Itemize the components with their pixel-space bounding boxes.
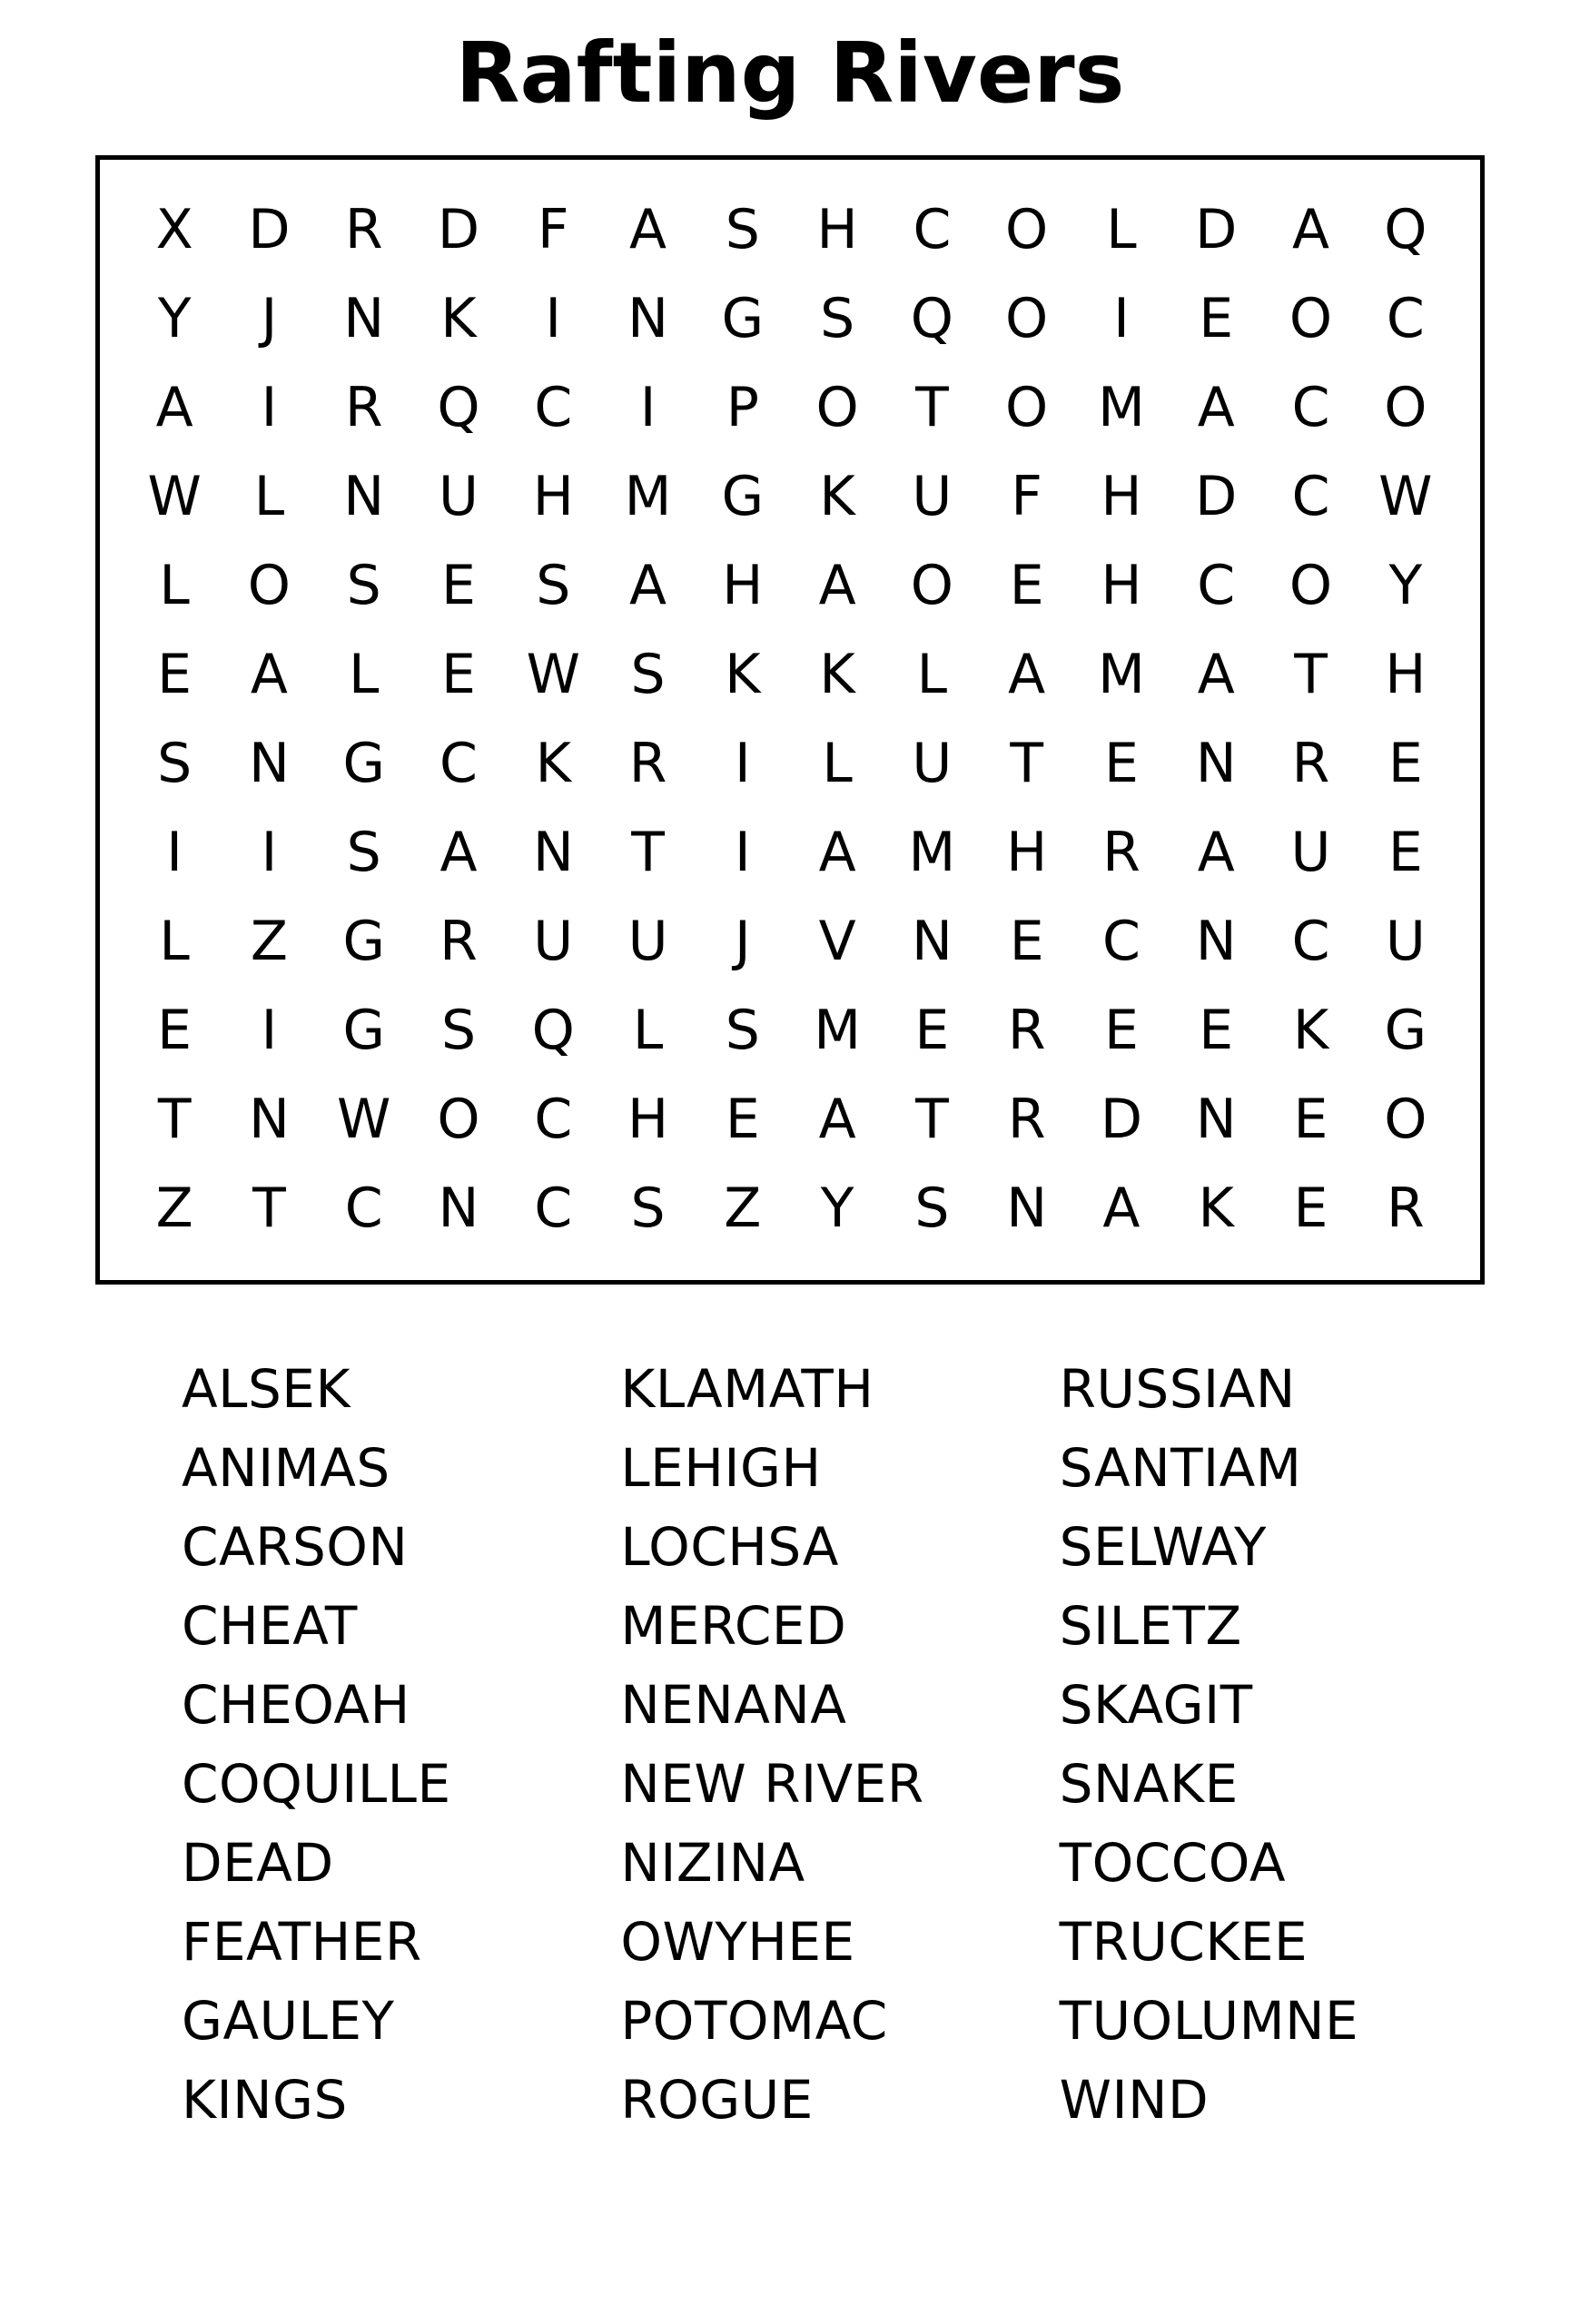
letter-cell[interactable]: O xyxy=(1289,287,1333,351)
letter-cell[interactable]: C xyxy=(1386,287,1425,351)
letter-cell[interactable]: K xyxy=(819,465,855,529)
letter-cell[interactable]: A xyxy=(1197,376,1235,440)
letter-cell[interactable]: U xyxy=(1385,910,1426,974)
letter-cell[interactable]: N xyxy=(1195,910,1237,974)
word-list xyxy=(82,1350,1498,2140)
word-list-item[interactable]: TOCCOA xyxy=(1059,1832,1287,1895)
word-list-item[interactable]: SNAKE xyxy=(1059,1753,1239,1816)
letter-cell[interactable]: A xyxy=(818,821,856,885)
letter-cell[interactable]: Q xyxy=(1384,198,1427,262)
letter-cell[interactable]: O xyxy=(1289,554,1333,618)
letter-cell[interactable]: T xyxy=(1294,643,1328,707)
letter-cell[interactable]: O xyxy=(437,1088,480,1152)
letter-cell[interactable]: S xyxy=(725,999,760,1063)
letter-cell[interactable]: E xyxy=(725,1088,760,1152)
letter-cell[interactable]: W xyxy=(337,1088,391,1152)
letter-cell[interactable]: G xyxy=(342,999,385,1063)
letter-grid-row xyxy=(127,1075,1453,1164)
letter-cell[interactable]: E xyxy=(914,999,950,1063)
word-list-item[interactable]: SANTIAM xyxy=(1059,1437,1302,1500)
word-list-item[interactable]: MERCED xyxy=(620,1595,847,1658)
letter-cell[interactable]: S xyxy=(630,1177,666,1241)
letter-cell[interactable]: I xyxy=(639,376,657,440)
word-list-column-2 xyxy=(620,1350,1059,2140)
letter-grid-row xyxy=(127,630,1453,719)
letter-cell[interactable]: W xyxy=(526,643,580,707)
letter-cell[interactable]: U xyxy=(439,465,479,529)
letter-cell[interactable]: R xyxy=(439,910,478,974)
letter-cell[interactable]: C xyxy=(534,1177,573,1241)
letter-cell[interactable]: A xyxy=(1008,643,1046,707)
letter-cell[interactable]: R xyxy=(1007,1088,1046,1152)
letter-cell[interactable]: N xyxy=(1195,1088,1237,1152)
letter-cell[interactable]: D xyxy=(437,198,480,262)
letter-cell[interactable]: M xyxy=(624,465,672,529)
letter-cell[interactable]: N xyxy=(248,1088,290,1152)
letter-cell[interactable]: U xyxy=(1290,821,1331,885)
letter-cell[interactable]: T xyxy=(915,376,949,440)
letter-cell[interactable]: H xyxy=(627,1088,669,1152)
letter-cell[interactable]: N xyxy=(343,465,385,529)
letter-cell[interactable]: T xyxy=(157,1088,192,1152)
letter-cell[interactable]: A xyxy=(1197,643,1235,707)
letter-cell[interactable]: J xyxy=(261,287,278,351)
letter-cell[interactable]: N xyxy=(911,910,953,974)
letter-cell[interactable]: L xyxy=(159,910,190,974)
letter-cell[interactable]: M xyxy=(1098,643,1145,707)
letter-cell[interactable]: I xyxy=(734,821,751,885)
letter-cell[interactable]: H xyxy=(1006,821,1048,885)
letter-cell[interactable]: R xyxy=(1102,821,1141,885)
letter-cell[interactable]: C xyxy=(1291,910,1330,974)
word-list-item[interactable]: ALSEK xyxy=(182,1358,351,1421)
letter-cell[interactable]: M xyxy=(1098,376,1145,440)
letter-cell[interactable]: A xyxy=(155,376,193,440)
letter-grid-row xyxy=(127,185,1453,274)
letter-grid-row xyxy=(127,808,1453,897)
letter-cell[interactable]: H xyxy=(532,465,574,529)
letter-cell[interactable]: K xyxy=(535,732,571,796)
letter-cell[interactable]: S xyxy=(725,198,760,262)
letter-cell[interactable]: E xyxy=(1103,732,1139,796)
letter-cell[interactable]: E xyxy=(1293,1088,1328,1152)
word-list-column-1 xyxy=(182,1350,620,2140)
letter-cell[interactable]: E xyxy=(1293,1177,1328,1241)
letter-cell[interactable]: C xyxy=(439,732,478,796)
word-list-item[interactable]: COQUILLE xyxy=(182,1753,451,1816)
letter-cell[interactable]: I xyxy=(261,376,278,440)
letter-cell[interactable]: E xyxy=(441,554,476,618)
letter-cell[interactable]: D xyxy=(1100,1088,1143,1152)
letter-cell[interactable]: E xyxy=(1009,554,1044,618)
letter-cell[interactable]: C xyxy=(1102,910,1141,974)
letter-cell[interactable]: S xyxy=(820,287,855,351)
letter-cell[interactable]: G xyxy=(721,465,765,529)
letter-cell[interactable]: D xyxy=(1195,198,1238,262)
letter-grid-row xyxy=(127,274,1453,363)
letter-cell[interactable]: F xyxy=(1011,465,1042,529)
word-list-item[interactable]: TRUCKEE xyxy=(1059,1911,1308,1974)
letter-cell[interactable]: P xyxy=(726,376,759,440)
letter-cell[interactable]: E xyxy=(1387,821,1423,885)
word-list-item[interactable]: CHEOAH xyxy=(182,1674,410,1737)
letter-cell[interactable]: G xyxy=(721,287,765,351)
letter-cell[interactable]: M xyxy=(814,999,861,1063)
word-list-item[interactable]: ROGUE xyxy=(620,2069,814,2132)
word-list-item[interactable]: SILETZ xyxy=(1059,1595,1242,1658)
letter-cell[interactable]: C xyxy=(1291,465,1330,529)
letter-cell[interactable]: Z xyxy=(155,1177,193,1241)
letter-cell[interactable]: L xyxy=(253,465,285,529)
letter-cell[interactable]: O xyxy=(1384,376,1427,440)
letter-cell[interactable]: O xyxy=(815,376,859,440)
letter-cell[interactable]: F xyxy=(538,198,569,262)
letter-cell[interactable]: I xyxy=(545,287,562,351)
letter-cell[interactable]: N xyxy=(532,821,574,885)
word-list-item[interactable]: TUOLUMNE xyxy=(1059,1990,1359,2053)
word-list-item[interactable]: WIND xyxy=(1059,2069,1210,2132)
letter-cell[interactable]: K xyxy=(819,643,855,707)
letter-cell[interactable]: Z xyxy=(250,910,288,974)
letter-cell[interactable]: I xyxy=(734,732,751,796)
letter-cell[interactable]: S xyxy=(440,999,477,1063)
letter-grid-table xyxy=(127,185,1453,1253)
letter-cell[interactable]: R xyxy=(628,732,667,796)
letter-cell[interactable]: S xyxy=(157,732,193,796)
letter-cell[interactable]: S xyxy=(630,643,666,707)
word-list-item[interactable]: NIZINA xyxy=(620,1832,805,1895)
letter-cell[interactable]: T xyxy=(631,821,665,885)
letter-cell[interactable]: A xyxy=(1197,821,1235,885)
letter-cell[interactable]: C xyxy=(344,1177,383,1241)
letter-cell[interactable]: E xyxy=(1387,732,1423,796)
letter-cell[interactable]: G xyxy=(342,732,385,796)
letter-cell[interactable]: T xyxy=(252,1177,286,1241)
letter-cell[interactable]: U xyxy=(912,732,953,796)
word-list-item[interactable]: DEAD xyxy=(182,1832,334,1895)
word-list-item[interactable]: ANIMAS xyxy=(182,1437,390,1500)
word-list-item[interactable]: CARSON xyxy=(182,1516,409,1579)
letter-cell[interactable]: R xyxy=(344,376,383,440)
letter-cell[interactable]: K xyxy=(725,643,761,707)
letter-cell[interactable]: E xyxy=(1199,999,1234,1063)
letter-cell[interactable]: R xyxy=(1386,1177,1425,1241)
letter-cell[interactable]: S xyxy=(346,821,381,885)
letter-cell[interactable]: L xyxy=(916,643,948,707)
letter-cell[interactable]: H xyxy=(1101,465,1142,529)
letter-cell[interactable]: Y xyxy=(1388,554,1423,618)
letter-cell[interactable]: A xyxy=(1291,198,1330,262)
letter-cell[interactable]: Q xyxy=(437,376,480,440)
letter-cell[interactable]: R xyxy=(1007,999,1046,1063)
letter-cell[interactable]: I xyxy=(261,821,278,885)
letter-cell[interactable]: A xyxy=(818,554,856,618)
letter-cell[interactable]: Y xyxy=(820,1177,854,1241)
letter-cell[interactable]: H xyxy=(1101,554,1142,618)
letter-cell[interactable]: N xyxy=(438,1177,479,1241)
letter-cell[interactable]: E xyxy=(157,643,193,707)
letter-cell[interactable]: A xyxy=(629,198,667,262)
letter-cell[interactable]: O xyxy=(1005,198,1049,262)
letter-cell[interactable]: J xyxy=(734,910,751,974)
letter-cell[interactable]: N xyxy=(627,287,668,351)
letter-grid-row xyxy=(127,363,1453,452)
letter-cell[interactable]: R xyxy=(344,198,383,262)
letter-cell[interactable]: Y xyxy=(157,287,192,351)
word-list-item[interactable]: GAULEY xyxy=(182,1990,395,2053)
letter-cell[interactable]: W xyxy=(147,465,202,529)
letter-cell[interactable]: A xyxy=(439,821,478,885)
letter-cell[interactable]: S xyxy=(914,1177,950,1241)
letter-cell[interactable]: U xyxy=(912,465,953,529)
letter-cell[interactable]: G xyxy=(1384,999,1427,1063)
letter-cell[interactable]: K xyxy=(440,287,477,351)
letter-cell[interactable]: N xyxy=(343,287,385,351)
letter-cell[interactable]: V xyxy=(818,910,856,974)
letter-cell[interactable]: C xyxy=(1291,376,1330,440)
page-title: Rafting Rivers xyxy=(455,25,1125,122)
letter-cell[interactable]: O xyxy=(247,554,291,618)
letter-cell[interactable]: R xyxy=(1291,732,1330,796)
letter-cell[interactable]: U xyxy=(627,910,668,974)
letter-cell[interactable]: O xyxy=(910,554,953,618)
letter-cell[interactable]: Q xyxy=(910,287,953,351)
letter-cell[interactable]: N xyxy=(1195,732,1237,796)
letter-cell[interactable]: C xyxy=(534,376,573,440)
letter-grid-row xyxy=(127,541,1453,630)
letter-cell[interactable]: A xyxy=(818,1088,856,1152)
letter-cell[interactable]: S xyxy=(536,554,571,618)
letter-cell[interactable]: L xyxy=(348,643,380,707)
letter-grid-row xyxy=(127,719,1453,808)
letter-cell[interactable]: O xyxy=(1384,1088,1427,1152)
letter-cell[interactable]: C xyxy=(913,198,952,262)
letter-cell[interactable]: E xyxy=(1199,287,1234,351)
letter-cell[interactable]: L xyxy=(159,554,190,618)
word-list-item[interactable]: OWYHEE xyxy=(620,1911,855,1974)
letter-cell[interactable]: A xyxy=(250,643,288,707)
word-list-item[interactable]: SELWAY xyxy=(1059,1516,1267,1579)
word-list-item[interactable]: POTOMAC xyxy=(620,1990,888,2053)
word-list-item[interactable]: NEW RIVER xyxy=(620,1753,924,1816)
letter-cell[interactable]: L xyxy=(632,999,664,1063)
word-list-column-3 xyxy=(1060,1350,1498,2140)
letter-cell[interactable]: O xyxy=(1005,376,1049,440)
letter-cell[interactable]: I xyxy=(166,821,183,885)
letter-cell[interactable]: D xyxy=(1195,465,1238,529)
letter-cell[interactable]: E xyxy=(1103,999,1139,1063)
word-list-item[interactable]: KLAMATH xyxy=(620,1358,874,1421)
letter-cell[interactable]: I xyxy=(1113,287,1130,351)
letter-cell[interactable]: C xyxy=(534,1088,573,1152)
letter-cell[interactable]: K xyxy=(1292,999,1329,1063)
letter-cell[interactable]: L xyxy=(822,732,853,796)
letter-cell[interactable]: A xyxy=(1102,1177,1141,1241)
letter-cell[interactable]: E xyxy=(157,999,193,1063)
letter-cell[interactable]: H xyxy=(1385,643,1427,707)
letter-cell[interactable]: I xyxy=(261,999,278,1063)
letter-cell[interactable]: C xyxy=(1197,554,1236,618)
word-list-item[interactable]: CHEAT xyxy=(182,1595,358,1658)
word-list-item[interactable]: KINGS xyxy=(182,2069,348,2132)
letter-cell[interactable]: D xyxy=(248,198,291,262)
letter-cell[interactable]: M xyxy=(908,821,956,885)
letter-cell[interactable]: X xyxy=(155,198,193,262)
letter-cell[interactable]: W xyxy=(1378,465,1433,529)
letter-cell[interactable]: N xyxy=(248,732,290,796)
letter-cell[interactable]: G xyxy=(342,910,385,974)
letter-cell[interactable]: U xyxy=(533,910,574,974)
letter-cell[interactable]: Z xyxy=(724,1177,762,1241)
letter-cell[interactable]: H xyxy=(816,198,858,262)
letter-cell[interactable]: T xyxy=(915,1088,949,1152)
letter-cell[interactable]: A xyxy=(629,554,667,618)
word-list-item[interactable]: NENANA xyxy=(620,1674,847,1737)
word-list-item[interactable]: FEATHER xyxy=(182,1911,422,1974)
letter-grid-row xyxy=(127,986,1453,1075)
letter-cell[interactable]: H xyxy=(722,554,764,618)
letter-cell[interactable]: L xyxy=(1106,198,1137,262)
letter-cell[interactable]: T xyxy=(1010,732,1043,796)
word-list-item[interactable]: RUSSIAN xyxy=(1059,1358,1296,1421)
letter-grid-row xyxy=(127,897,1453,986)
word-list-item[interactable]: LEHIGH xyxy=(620,1437,822,1500)
letter-cell[interactable]: S xyxy=(346,554,381,618)
letter-grid-row xyxy=(127,1164,1453,1253)
word-search-grid xyxy=(95,155,1485,1285)
letter-grid-body xyxy=(127,185,1453,1253)
letter-cell[interactable]: E xyxy=(441,643,476,707)
word-list-item[interactable]: LOCHSA xyxy=(620,1516,839,1579)
letter-cell[interactable]: E xyxy=(1009,910,1044,974)
letter-cell[interactable]: N xyxy=(1006,1177,1048,1241)
letter-grid-row xyxy=(127,452,1453,541)
letter-cell[interactable]: K xyxy=(1198,1177,1234,1241)
letter-cell[interactable]: Q xyxy=(531,999,575,1063)
letter-cell[interactable]: O xyxy=(1005,287,1049,351)
word-list-item[interactable]: SKAGIT xyxy=(1059,1674,1253,1737)
